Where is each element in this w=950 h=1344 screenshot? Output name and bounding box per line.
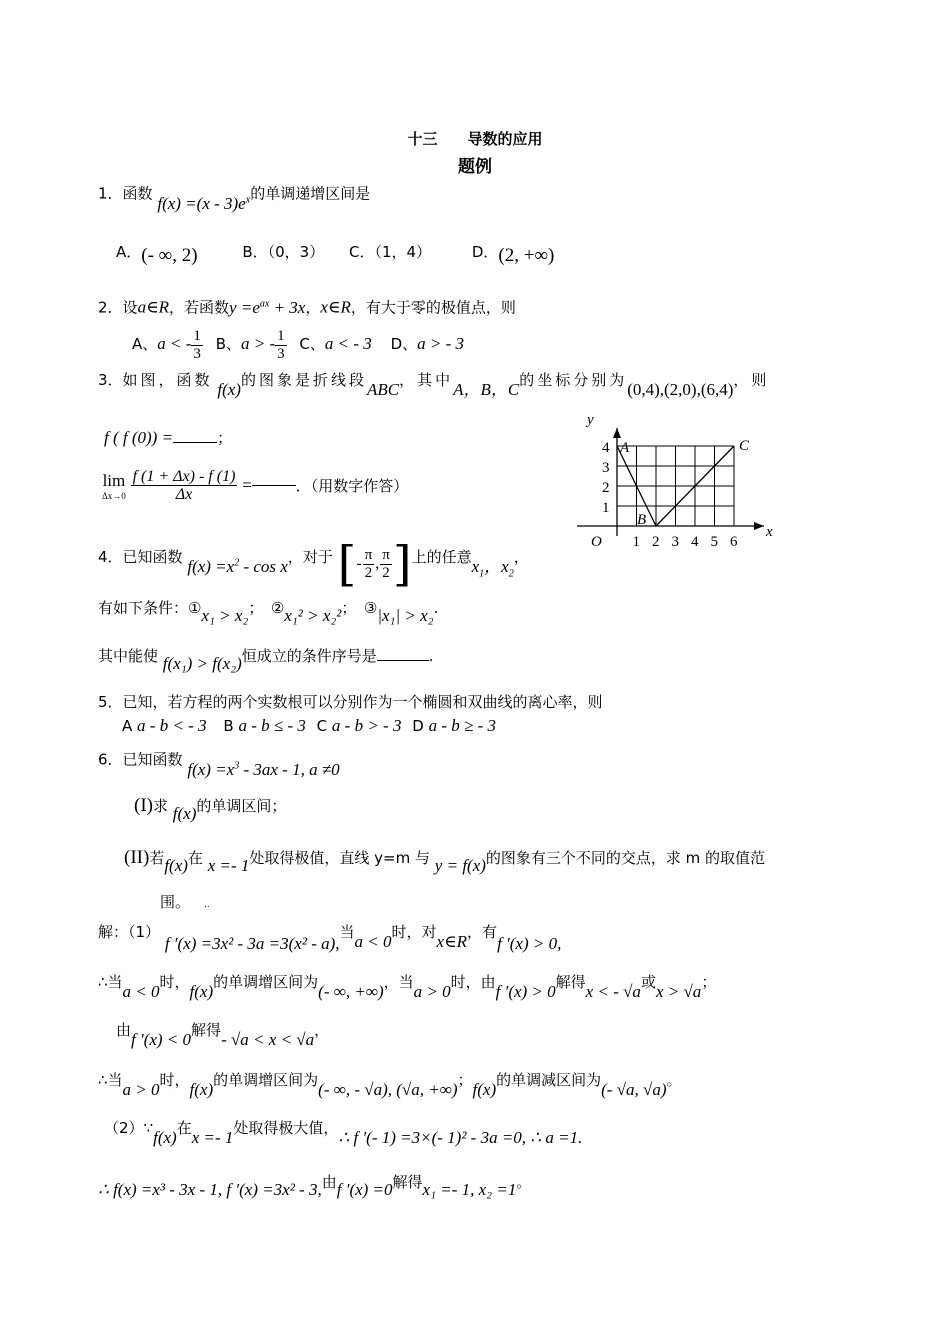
- q3-limit-operator: lim Δx→0: [102, 470, 126, 501]
- solution-line-5: （2）∵f(x)在x =- 1处取得极大值，∴ f ′(- 1) =3×(- 1)² - 3a =0, ∴ a =1.: [104, 1119, 583, 1147]
- solution-line-1: 解：（1） f ′(x) =3x² - 3a =3(x² - a),当a < 0时，对x∈R，有f ′(x) > 0,: [98, 923, 562, 953]
- q2-function: $y =e^{ax} + 3x$: [229, 297, 306, 317]
- x-axis-arrow: [754, 522, 764, 530]
- q2-stem: 2．设a∈R，若函数$y =e^{ax} + 3x$，x∈R，有大于零的极值点，则: [98, 297, 516, 317]
- q2-option-a: a < -: [157, 334, 192, 353]
- q3-limit-fraction: $\frac{f (1 + \Delta x) - f (1)}{\Delta x}$: [132, 468, 236, 503]
- q3-limit-line: lim Δx→0 $\frac{f (1 + \Delta x) - f (1)}{\Delta x}$ = ．（用数字作答）: [102, 468, 409, 503]
- q5-stem: 5．已知，若方程的两个实数根可以分别作为一个椭圆和双曲线的离心率，则: [98, 693, 603, 711]
- x-axis-label: x: [766, 524, 773, 540]
- q4-interval: [- $\frac{\pi}{2}$ , $\frac{\pi}{2}$ ]: [337, 536, 412, 592]
- y-tick-label: 4: [602, 440, 610, 456]
- point-c-label: C: [739, 438, 750, 454]
- q2-option-d: a > - 3: [417, 334, 465, 353]
- q1-formula: $f(x) =(x - 3)e^x$: [157, 193, 251, 213]
- q4-question: 其中能使 f(x₁) > f(x₂)恒成立的条件序号是 .: [98, 647, 434, 673]
- q4-condition-1: x₁ > x₂: [201, 606, 249, 625]
- point-b-label: B: [637, 512, 647, 528]
- q1-stem: 1．函数 $f(x) =(x - 3)e^x$的单调递增区间是: [98, 184, 371, 213]
- q4-blank[interactable]: [377, 660, 429, 661]
- q1-option-c: （1，4）: [374, 243, 432, 261]
- q5-option-a: a - b < - 3: [137, 716, 207, 735]
- q3-blank-2[interactable]: [252, 485, 296, 486]
- q3-blank-1[interactable]: [173, 442, 217, 443]
- x-tick-label: 6: [730, 534, 738, 550]
- solution-line-2: ∴当a < 0时，f(x)的单调增区间为(- ∞, +∞)，当a > 0时，由f ′(x) > 0解得x < - √a或x > √a；: [98, 973, 717, 1001]
- x-tick-label: 5: [710, 534, 718, 550]
- x-tick-label: 1: [632, 534, 640, 550]
- q2-option-c: a < - 3: [324, 334, 372, 353]
- solution-line-4: ∴当a > 0时，f(x)的单调增区间为(- ∞, - √a), (√a, +∞)；f(x)的单调减区间为(- √a, √a)。: [98, 1071, 682, 1099]
- q2-option-b: a > -: [240, 334, 276, 353]
- q3-stem: 3．如图，函数 f(x)的图象是折线段ABC，其中A，B，C的坐标分别为(0,4),(2,0),(6,4)，则: [98, 371, 770, 399]
- y-tick-label: 2: [602, 480, 610, 496]
- y-tick-label: 1: [602, 500, 610, 516]
- q3-line2: f ( f (0)) = ；: [104, 428, 233, 447]
- q4-stem: 4．已知函数 $f(x) =x^2 - \cos x$，对于 [- $\frac{\pi}{2}$ , $\frac{\pi}{2}$ ]上的任意$x_1$，$x_2$，: [98, 536, 529, 592]
- q2-fraction-a: $\frac{1}{3}$: [193, 327, 201, 362]
- y-tick-label: 3: [602, 460, 610, 476]
- y-axis-arrow: [613, 428, 621, 438]
- q1-options: A．(- ∞, 2) B．（0，3） C．（1，4） D．(2, +∞): [116, 243, 555, 266]
- q2-fraction-b: $\frac{1}{3}$: [277, 327, 285, 362]
- q5-option-b: a - b ≤ - 3: [238, 716, 306, 735]
- q5-option-c: a - b > - 3: [331, 716, 402, 735]
- q3-graph: [560, 406, 773, 554]
- chapter-title: 十三 导数的应用: [407, 130, 543, 148]
- q6-function: $f(x) =x^3 - 3ax - 1$, a ≠0: [187, 759, 340, 779]
- solution-line-6: ∴ f(x) =x³ - 3x - 1, f ′(x) =3x² - 3,由f ′(x) =0解得x₁ =- 1, x₂ =1。: [98, 1173, 532, 1199]
- q5-options: A a - b < - 3 B a - b ≤ - 3 C a - b > - 3 D a - b ≥ - 3: [122, 716, 496, 735]
- q1-option-d: (2, +∞): [498, 245, 555, 266]
- origin-label: O: [591, 534, 602, 550]
- point-a-label: A: [620, 440, 630, 456]
- solution-line-3: 由f ′(x) < 0解得- √a < x < √a，: [116, 1021, 330, 1049]
- q1-option-b: （0，3）: [267, 243, 325, 261]
- x-tick-label: 3: [671, 534, 679, 550]
- q1-option-a: (- ∞, 2): [141, 245, 198, 266]
- q4-condition-3: |x₁| > x₂: [377, 606, 434, 625]
- q4-condition-2: x₁² > x₂²: [284, 606, 342, 625]
- x-tick-label: 4: [691, 534, 699, 550]
- q6-part2: (II)若f(x)在 x =- 1处取得极值，直线 y=m 与 y = f(x)的图象有三个不同的交点，求 m 的取值范: [124, 847, 766, 875]
- section-title: 题例: [458, 157, 492, 177]
- q2-options: A、a < - $\frac{1}{3}$ B、a > - $\frac{1}{3}$ C、a < - 3 D、a > - 3: [132, 327, 465, 362]
- q6-stem: 6．已知函数 $f(x) =x^3 - 3ax - 1$, a ≠0: [98, 750, 340, 779]
- q5-option-d: a - b ≥ - 3: [428, 716, 496, 735]
- q1-number: 1．: [98, 184, 123, 203]
- q4-conditions: 有如下条件：①x₁ > x₂； ②x₁² > x₂²； ③|x₁| > x₂.: [98, 599, 439, 625]
- x-tick-label: 2: [652, 534, 660, 550]
- q6-part1: (I)求 f(x)的单调区间；: [134, 795, 287, 823]
- q6-part2-cont: 围。 ..: [160, 893, 210, 911]
- y-axis-label: y: [587, 412, 594, 428]
- q4-function: $f(x) =x^2 - \cos x$: [187, 557, 288, 576]
